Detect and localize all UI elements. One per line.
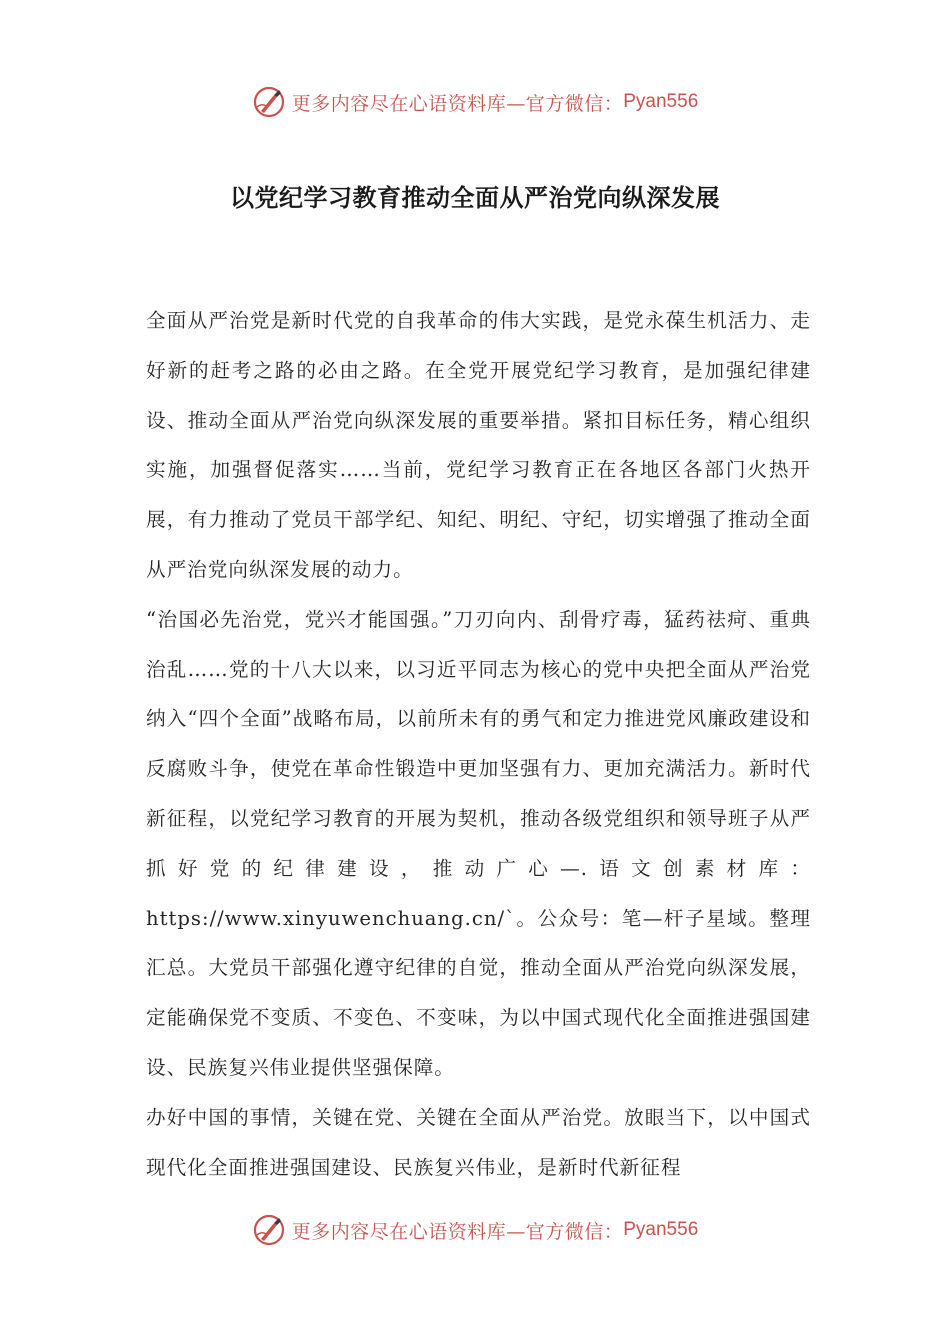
header-brand (252, 85, 699, 119)
header-wechat-id: Pyan556 (623, 91, 699, 112)
footer-slogan: 更多内容尽在心语资料库—官方微信： (291, 1220, 624, 1243)
article-body (146, 296, 811, 1192)
paragraph-3: 办好中国的事情，关键在党、关键在全面从严治党。放眼当下，以中国式现代化全面推进强国建设、民族复兴伟业，是新时代新征程 (146, 1105, 811, 1179)
page-footer (0, 1210, 950, 1250)
paragraph-2: “治国必先治党，党兴才能国强。”刀刃向内、刮骨疗毒，猛药祛疴、重典治乱……党的十八大以来，以习近平同志为核心的党中央把全面从严治党纳入“四个全面”战略布局，以前所未有的勇气和定力推进党风廉政建设和反腐败斗争，使党在革命性锻造中更加坚强有力、更加充满活力。新时代新征程，以党纪学习教育的开展为契机，推动各级党组织和领导班子从严抓好党的纪律建设，推动广心—.语文创素材库：https://www.xinyuwenchuang.cn/`。公众号：笔—杆子星域。整理汇总。大党员干部强化遵守纪律的自觉，推动全面从严治党向纵深发展，定能确保党不变质、不变色、不变味，为以中国式现代化全面推进强国建设、民族复兴伟业提供坚强保障。 (146, 607, 811, 1079)
pen-in-circle-icon (252, 1213, 286, 1247)
paragraph-1: 全面从严治党是新时代党的自我革命的伟大实践，是党永葆生机活力、走好新的赶考之路的必由之路。在全党开展党纪学习教育，是加强纪律建设、推动全面从严治党向纵深发展的重要举措。紧扣目标任务，精心组织实施，加强督促落实……当前，党纪学习教育正在各地区各部门火热开展，有力推动了党员干部学纪、知纪、明纪、守纪，切实增强了推动全面从严治党向纵深发展的动力。 (146, 309, 811, 581)
header-slogan: 更多内容尽在心语资料库—官方微信： (291, 92, 624, 115)
page-title: 以党纪学习教育推动全面从严治党向纵深发展 (230, 184, 720, 212)
page-header (0, 82, 950, 122)
footer-wechat-id: Pyan556 (623, 1219, 699, 1240)
pen-in-circle-icon (252, 85, 286, 119)
footer-brand (252, 1213, 699, 1247)
